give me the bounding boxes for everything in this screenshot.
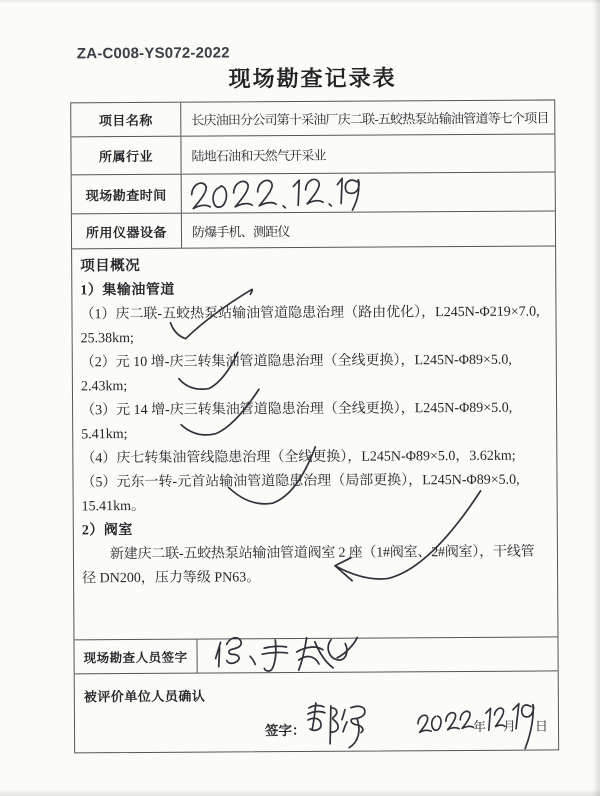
- scan-edge-right: [592, 0, 600, 796]
- document-code: ZA-C008-YS072-2022: [76, 44, 230, 63]
- row-instruments: [72, 211, 555, 249]
- row-project-name: [71, 100, 554, 137]
- year-unit: 年: [472, 718, 487, 734]
- handwritten-survey-date: [187, 172, 366, 219]
- overview-line: 1）集输油管道: [80, 282, 175, 299]
- overview-line: （2）元 10 增-庆三转集油管道隐患治理（全线更换），L245N-Φ89×5.0,: [80, 352, 512, 371]
- scan-edge-bottom: [0, 789, 600, 796]
- overview-line: （5）元东一转-元首站输油管道隐患治理（局部更换），L245N-Φ89×5.0,: [81, 472, 520, 491]
- overview-heading: 项目概况: [80, 257, 141, 275]
- row-survey-date: [72, 172, 555, 214]
- handwritten-surveyor-signature: [213, 632, 365, 679]
- row-industry: [71, 134, 554, 175]
- handwritten-month: [484, 704, 505, 736]
- overview-line: 2）阀室: [81, 523, 133, 539]
- sign-prefix: 签字：: [264, 722, 306, 739]
- form-title: 现场勘查记录表: [228, 65, 397, 92]
- overview-line: （1）庆二联-五蛟热泵站输油管道隐患治理（路由优化），L245N-Φ219×7.0,: [80, 304, 540, 323]
- label-project-name: 项目名称: [71, 103, 181, 137]
- handwritten-year: [416, 705, 477, 740]
- label-surveyor-signature: 现场勘查人员签字: [74, 640, 197, 674]
- overview-line: （3）元 14 增-庆三转集油管道隐患治理（全线更换），L245N-Φ89×5.0,: [81, 400, 513, 419]
- scan-edge-top: [0, 0, 600, 4]
- overview-line: （4）庆七转集油管线隐患治理（全线更换），L245N-Φ89×5.0，3.62km;: [81, 448, 516, 467]
- value-instruments: 防爆手机、测距仪: [191, 223, 290, 240]
- confirmation-sign-line: [75, 709, 558, 752]
- overview-cell: [72, 246, 557, 640]
- value-survey-date: [182, 172, 555, 212]
- label-survey-date: 现场勘查时间: [72, 175, 182, 214]
- overview-line: 15.41km。: [81, 498, 146, 515]
- overview-line: 新建庆二联-五蛟热泵站输油管道阀室 2 座（1#阀室、2#阀室），干线管: [109, 544, 535, 563]
- overview-line: 2.43km;: [80, 379, 128, 395]
- row-confirmation: [75, 671, 558, 753]
- row-surveyor-signature: [74, 637, 557, 674]
- value-project-name: 长庆油田分公司第十采油厂庆二联-五蛟热泵站输油管道等七个项目: [191, 110, 549, 128]
- value-industry: 陆地石油和天然气开采业: [191, 147, 326, 164]
- record-table: [70, 99, 559, 753]
- label-confirmation: 被评价单位人员确认: [83, 688, 206, 705]
- overview-line: 径 DN200，压力等级 PN63。: [82, 570, 261, 587]
- value-surveyor-signature: [197, 637, 557, 672]
- label-instruments: 所用仪器设备: [72, 214, 182, 249]
- overview-line: 25.38km;: [80, 331, 134, 347]
- label-industry: 所属行业: [71, 137, 181, 175]
- handwritten-confirm-signature: [301, 699, 367, 753]
- day-unit: 日: [534, 718, 549, 734]
- overview-line: 5.41km;: [81, 427, 128, 443]
- handwritten-day: [511, 700, 535, 752]
- month-unit: 月: [502, 718, 517, 734]
